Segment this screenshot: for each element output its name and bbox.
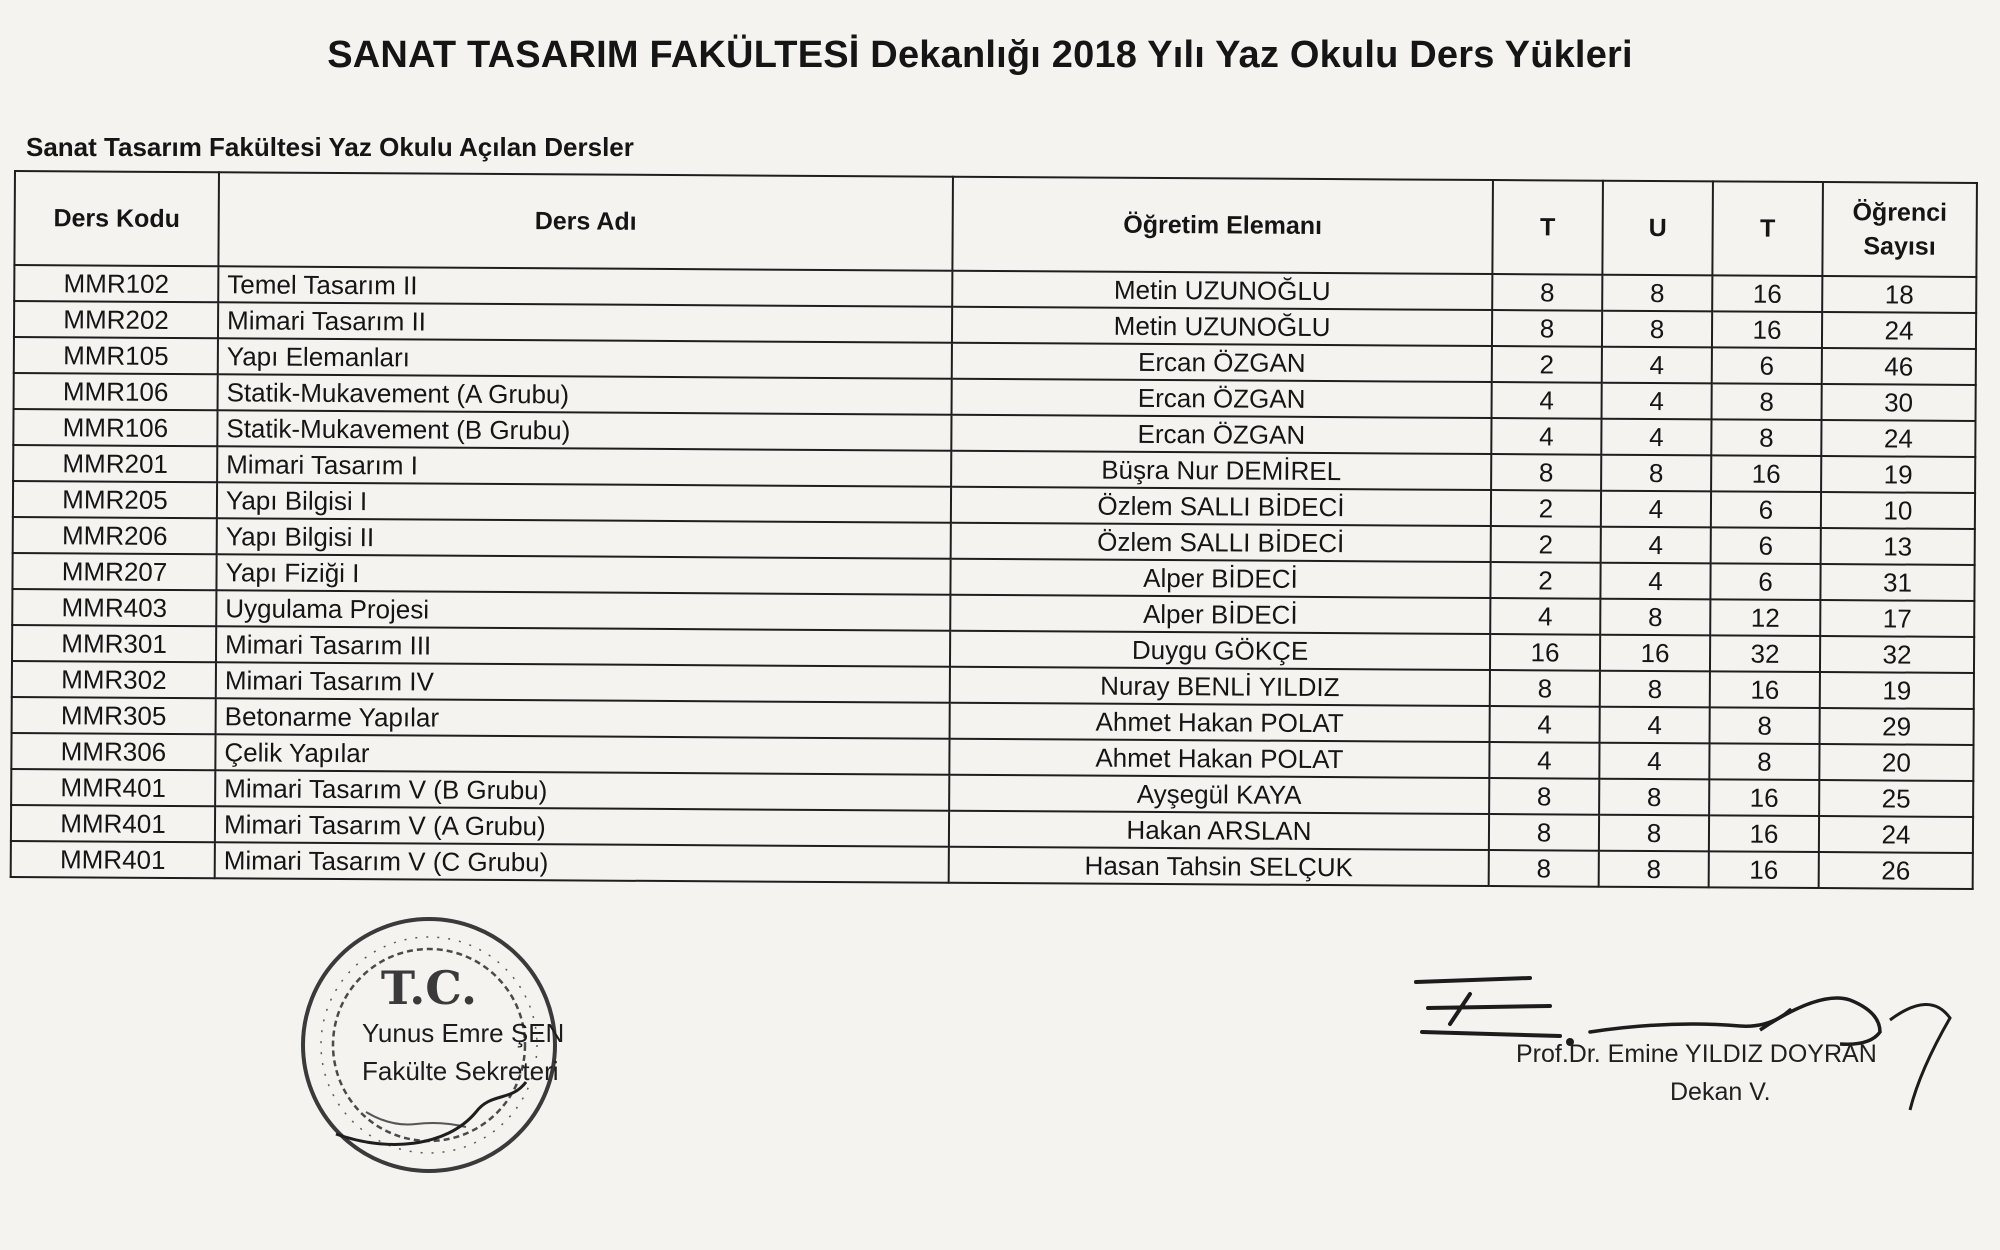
theory-hours-cell: 8 — [1491, 454, 1601, 491]
instructor-cell: Metin UZUNOĞLU — [952, 271, 1492, 310]
student-count-cell: 20 — [1819, 744, 1973, 781]
instructor-cell: Ahmet Hakan POLAT — [949, 739, 1489, 778]
theory-hours-cell: 8 — [1489, 814, 1599, 851]
header-course-name: Ders Adı — [218, 172, 953, 270]
course-name-cell: Statik-Mukavement (B Grubu) — [217, 410, 951, 450]
course-code-cell: MMR302 — [12, 661, 216, 698]
practice-hours-cell: 4 — [1601, 527, 1711, 564]
course-code-cell: MMR206 — [13, 517, 217, 554]
course-name-cell: Mimari Tasarım III — [216, 626, 950, 666]
course-name-cell: Yapı Bilgisi II — [217, 518, 951, 558]
total-hours-cell: 8 — [1709, 743, 1819, 780]
total-hours-cell: 8 — [1712, 383, 1822, 420]
course-load-table — [10, 170, 1978, 890]
student-count-cell: 24 — [1819, 816, 1973, 853]
theory-hours-cell: 4 — [1491, 418, 1601, 455]
total-hours-cell: 32 — [1710, 635, 1820, 672]
document-title: SANAT TASARIM FAKÜLTESİ Dekanlığı 2018 Yılı Yaz Okulu Ders Yükleri — [327, 34, 1633, 76]
course-name-cell: Mimari Tasarım V (A Grubu) — [215, 806, 949, 846]
course-name-cell: Mimari Tasarım V (B Grubu) — [215, 770, 949, 810]
student-count-cell: 25 — [1819, 780, 1973, 817]
theory-hours-cell: 8 — [1492, 274, 1602, 311]
instructor-cell: Nuray BENLİ YILDIZ — [950, 667, 1490, 706]
student-count-cell: 19 — [1821, 456, 1975, 493]
course-name-cell: Mimari Tasarım II — [218, 302, 952, 342]
dean-title: Dekan V. — [1670, 1078, 1771, 1106]
course-code-cell: MMR207 — [12, 553, 216, 590]
practice-hours-cell: 8 — [1599, 851, 1709, 888]
total-hours-cell: 12 — [1710, 599, 1820, 636]
instructor-cell: Ayşegül KAYA — [949, 775, 1489, 814]
total-hours-cell: 16 — [1709, 851, 1819, 888]
theory-hours-cell: 8 — [1490, 670, 1600, 707]
theory-hours-cell: 8 — [1489, 850, 1599, 887]
practice-hours-cell: 8 — [1599, 815, 1709, 852]
practice-hours-cell: 4 — [1601, 491, 1711, 528]
course-name-cell: Yapı Fiziği I — [216, 554, 950, 594]
theory-hours-cell: 2 — [1492, 346, 1602, 383]
course-code-cell: MMR401 — [11, 805, 215, 842]
theory-hours-cell: 4 — [1492, 382, 1602, 419]
header-course-code: Ders Kodu — [14, 171, 219, 266]
instructor-cell: Alper BİDECİ — [950, 595, 1490, 634]
table-body — [11, 265, 1977, 889]
student-count-cell: 19 — [1820, 672, 1974, 709]
instructor-cell: Hakan ARSLAN — [949, 811, 1489, 850]
course-name-cell: Mimari Tasarım IV — [216, 662, 950, 702]
total-hours-cell: 16 — [1712, 275, 1822, 312]
table-subtitle: Sanat Tasarım Fakültesi Yaz Okulu Açılan Dersler — [26, 132, 634, 162]
practice-hours-cell: 8 — [1600, 671, 1710, 708]
total-hours-cell: 16 — [1711, 455, 1821, 492]
student-count-cell: 30 — [1822, 384, 1976, 421]
header-practice-hours: U — [1602, 181, 1713, 276]
course-name-cell: Mimari Tasarım V (C Grubu) — [215, 842, 949, 882]
course-code-cell: MMR201 — [13, 445, 217, 482]
practice-hours-cell: 8 — [1602, 311, 1712, 348]
practice-hours-cell: 8 — [1602, 275, 1712, 312]
course-code-cell: MMR401 — [11, 841, 215, 878]
course-name-cell: Çelik Yapılar — [215, 734, 949, 774]
total-hours-cell: 16 — [1710, 671, 1820, 708]
total-hours-cell: 6 — [1711, 491, 1821, 528]
course-code-cell: MMR102 — [14, 265, 218, 302]
course-code-cell: MMR205 — [13, 481, 217, 518]
theory-hours-cell: 8 — [1489, 778, 1599, 815]
course-code-cell: MMR401 — [11, 769, 215, 806]
student-count-cell: 13 — [1821, 528, 1975, 565]
instructor-cell: Duygu GÖKÇE — [950, 631, 1490, 670]
course-code-cell: MMR202 — [14, 301, 218, 338]
total-hours-cell: 6 — [1712, 347, 1822, 384]
course-name-cell: Statik-Mukavement (A Grubu) — [218, 374, 952, 414]
header-student-count-line2: Sayısı — [1863, 232, 1936, 261]
practice-hours-cell: 4 — [1602, 347, 1712, 384]
total-hours-cell: 16 — [1712, 311, 1822, 348]
total-hours-cell: 8 — [1710, 707, 1820, 744]
header-total-hours: T — [1712, 181, 1823, 276]
student-count-cell: 24 — [1822, 312, 1976, 349]
course-name-cell: Mimari Tasarım I — [217, 446, 951, 486]
total-hours-cell: 16 — [1709, 815, 1819, 852]
total-hours-cell: 8 — [1711, 419, 1821, 456]
course-name-cell: Yapı Elemanları — [218, 338, 952, 378]
practice-hours-cell: 4 — [1600, 563, 1710, 600]
total-hours-cell: 6 — [1710, 563, 1820, 600]
course-name-cell: Betonarme Yapılar — [216, 698, 950, 738]
instructor-cell: Ahmet Hakan POLAT — [950, 703, 1490, 742]
student-count-cell: 32 — [1820, 636, 1974, 673]
total-hours-cell: 6 — [1711, 527, 1821, 564]
practice-hours-cell: 4 — [1600, 707, 1710, 744]
instructor-cell: Ercan ÖZGAN — [952, 379, 1492, 418]
theory-hours-cell: 8 — [1492, 310, 1602, 347]
course-name-cell: Uygulama Projesi — [216, 590, 950, 630]
course-code-cell: MMR403 — [12, 589, 216, 626]
dean-name: Prof.Dr. Emine YILDIZ DOYRAN — [1516, 1040, 1877, 1068]
course-code-cell: MMR301 — [12, 625, 216, 662]
student-count-cell: 10 — [1821, 492, 1975, 529]
instructor-cell: Özlem SALLI BİDECİ — [951, 487, 1491, 526]
header-student-count — [1822, 182, 1977, 277]
theory-hours-cell: 2 — [1491, 526, 1601, 563]
student-count-cell: 18 — [1822, 276, 1976, 313]
instructor-cell: Alper BİDECİ — [950, 559, 1490, 598]
practice-hours-cell: 4 — [1602, 383, 1712, 420]
header-student-count-line1: Öğrenci — [1852, 198, 1948, 227]
practice-hours-cell: 8 — [1601, 455, 1711, 492]
instructor-cell: Ercan ÖZGAN — [951, 415, 1491, 454]
student-count-cell: 31 — [1820, 564, 1974, 601]
course-name-cell: Temel Tasarım II — [218, 266, 952, 306]
course-code-cell: MMR106 — [14, 373, 218, 410]
instructor-cell: Özlem SALLI BİDECİ — [951, 523, 1491, 562]
instructor-cell: Ercan ÖZGAN — [952, 343, 1492, 382]
instructor-cell: Büşra Nur DEMİREL — [951, 451, 1491, 490]
svg-text:T.C.: T.C. — [380, 961, 478, 1015]
course-code-cell: MMR105 — [14, 337, 218, 374]
student-count-cell: 26 — [1819, 852, 1973, 889]
total-hours-cell: 16 — [1709, 779, 1819, 816]
theory-hours-cell: 16 — [1490, 634, 1600, 671]
theory-hours-cell: 2 — [1491, 490, 1601, 527]
header-theory-hours: T — [1492, 180, 1603, 275]
theory-hours-cell: 2 — [1490, 562, 1600, 599]
secretary-title: Fakülte Sekreteri — [362, 1056, 559, 1086]
practice-hours-cell: 8 — [1600, 599, 1710, 636]
course-name-cell: Yapı Bilgisi I — [217, 482, 951, 522]
theory-hours-cell: 4 — [1490, 706, 1600, 743]
course-code-cell: MMR305 — [12, 697, 216, 734]
student-count-cell: 29 — [1820, 708, 1974, 745]
table-header-row — [14, 171, 1977, 277]
theory-hours-cell: 4 — [1489, 742, 1599, 779]
practice-hours-cell: 4 — [1601, 419, 1711, 456]
header-instructor: Öğretim Elemanı — [952, 177, 1493, 274]
theory-hours-cell: 4 — [1490, 598, 1600, 635]
practice-hours-cell: 16 — [1600, 635, 1710, 672]
student-count-cell: 17 — [1820, 600, 1974, 637]
student-count-cell: 46 — [1822, 348, 1976, 385]
student-count-cell: 24 — [1821, 420, 1975, 457]
course-code-cell: MMR306 — [11, 733, 215, 770]
practice-hours-cell: 4 — [1599, 743, 1709, 780]
instructor-cell: Metin UZUNOĞLU — [952, 307, 1492, 346]
secretary-name: Yunus Emre ŞEN — [362, 1018, 565, 1048]
practice-hours-cell: 8 — [1599, 779, 1709, 816]
course-code-cell: MMR106 — [13, 409, 217, 446]
instructor-cell: Hasan Tahsin SELÇUK — [949, 847, 1489, 886]
